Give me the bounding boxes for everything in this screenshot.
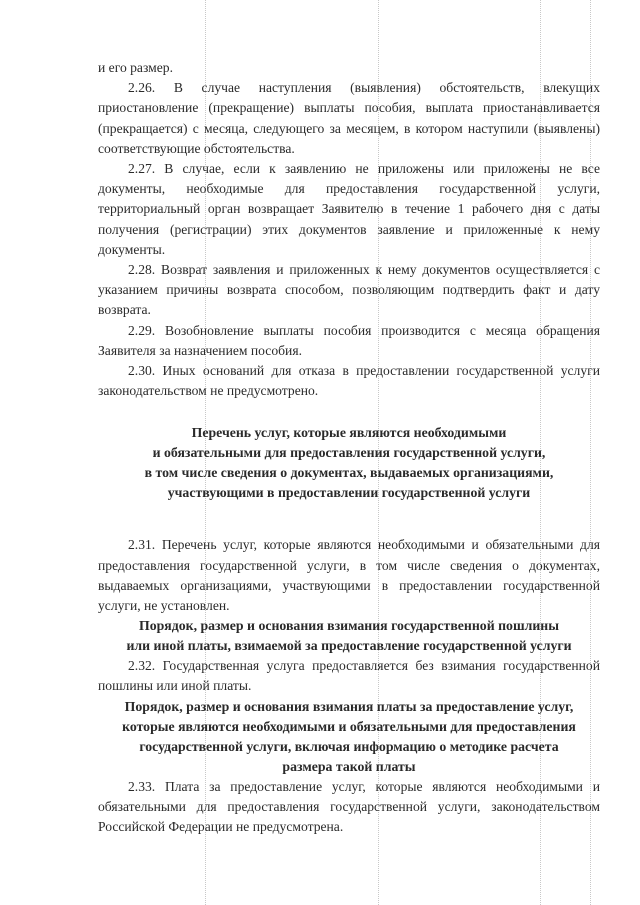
paragraph-2-29: 2.29. Возобновление выплаты пособия производится с месяца обращения Заявителя за назначением пособия. xyxy=(98,322,600,358)
heading-line: в том числе сведения о документах, выдаваемых организациями, xyxy=(144,465,554,481)
paragraph-2-32: 2.32. Государственная услуга предоставляется без взимания государственной пошлины или иной платы. xyxy=(98,658,600,694)
heading-line: или иной платы, взимаемой за предоставление государственной услуги xyxy=(126,638,572,654)
section-heading-service-fees xyxy=(98,697,600,777)
paragraph-intro: и его размер. xyxy=(98,60,173,75)
paragraph-2-30: 2.30. Иных оснований для отказа в предоставлении государственной услуги законодательством не предусмотрено. xyxy=(98,363,600,399)
paragraph-2-26: 2.26. В случае наступления (выявления) обстоятельств, влекущих приостановление (прекращение) выплаты пособия, выплата приостанавливается (прекращается) с месяца, следующего за месяцем, в котором наступили (выявлены) соответствующие обстоятельства. xyxy=(98,80,600,156)
paragraph-2-31: 2.31. Перечень услуг, которые являются необходимыми и обязательными для предоставления государственной услуги, в том числе сведения о документах, выдаваемых организациями, участвующими в предоставлении государственной услуги, не установлен. xyxy=(98,537,600,614)
section-heading-state-duty xyxy=(98,616,600,656)
heading-line: государственной услуги, включая информацию о методике расчета xyxy=(139,738,559,754)
heading-line: участвующими в предоставлении государственной услуги xyxy=(167,485,531,501)
heading-line: которые являются необходимыми и обязательными для предоставления xyxy=(122,718,576,734)
heading-line: и обязательными для предоставления государственной услуги, xyxy=(152,445,546,461)
document-body xyxy=(98,58,600,837)
heading-line: Порядок, размер и основания взимания государственной пошлины xyxy=(138,618,560,634)
heading-line: размера такой платы xyxy=(282,758,416,774)
heading-line: Перечень услуг, которые являются необходимыми xyxy=(191,425,507,441)
paragraph-2-33: 2.33. Плата за предоставление услуг, которые являются необходимыми и обязательными для предоставления государственной услуги, законодательством Российской Федерации не предусмотрена. xyxy=(98,778,600,835)
paragraph-2-28: 2.28. Возврат заявления и приложенных к нему документов осуществляется с указанием причины возврата способом, позволяющим подтвердить факт и дату возврата. xyxy=(98,262,600,318)
heading-line: Порядок, размер и основания взимания платы за предоставление услуг, xyxy=(124,698,574,714)
section-heading-services-list xyxy=(98,423,600,503)
paragraph-2-27: 2.27. В случае, если к заявлению не приложены или приложены не все документы, необходимые для предоставления государственной услуги, территориальный орган возвращает Заявителю в течение 1 рабочего дня с даты получения (регистрации) этих документов заявление и приложенные к нему документы. xyxy=(98,161,600,257)
